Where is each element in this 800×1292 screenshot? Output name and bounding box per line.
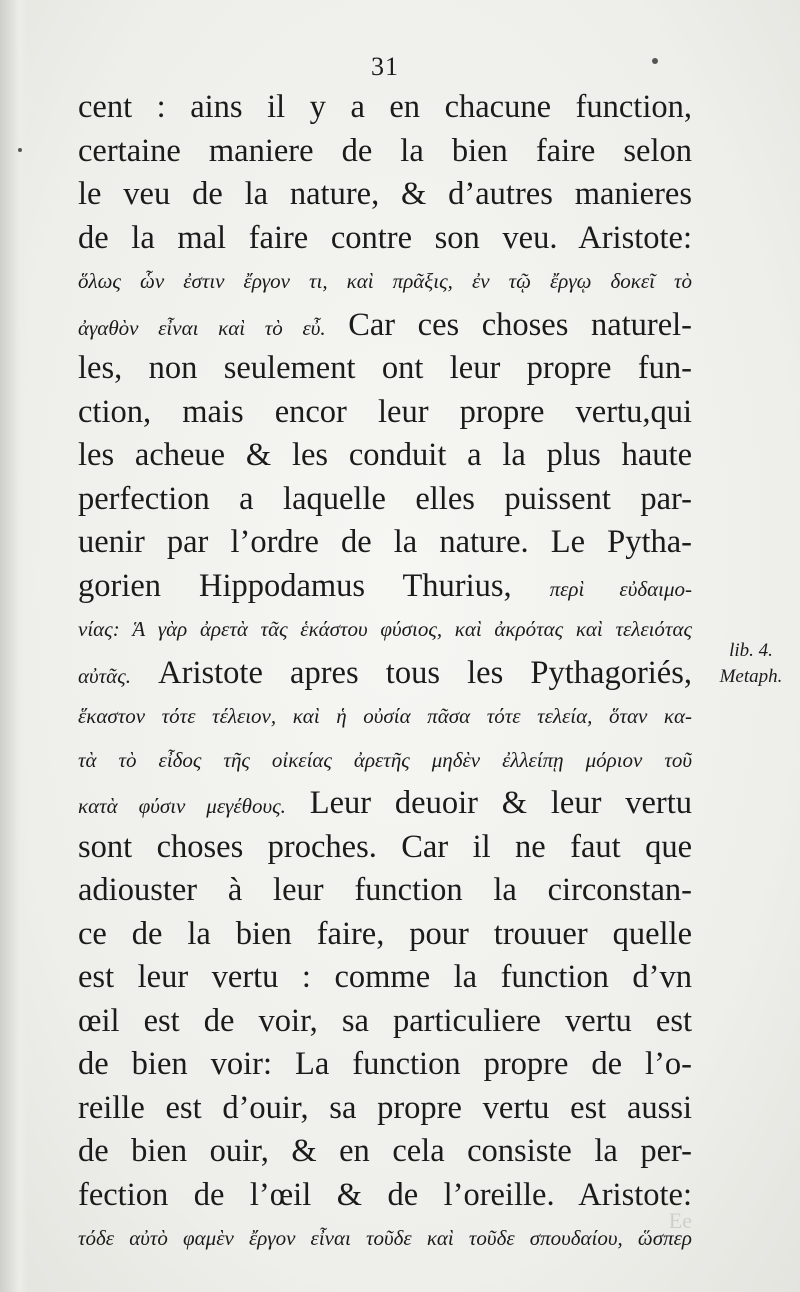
text-line: le veu de la nature, & d’autres manieres: [78, 176, 692, 212]
text-line: [78, 782, 692, 826]
margin-note-work: Metaph.: [719, 666, 783, 687]
greek-fragment: αὐτᾶς.: [78, 663, 131, 688]
text-line: les, non seulement ont leur propre fun-: [78, 350, 692, 386]
greek-fragment: κατὰ φύσιν μεγέθους.: [78, 794, 286, 818]
text-line: [78, 565, 692, 609]
text-line: ce de la bien faire, pour trouuer quelle: [78, 915, 692, 952]
text-line: les acheue & les conduit a la plus haute: [78, 437, 692, 473]
body-text: [78, 86, 692, 1261]
greek-quote-line: τόδε αὐτὸ φαμὲν ἔργον εἶναι τοῦδε καὶ τοῦδε σπουδαίου, ὥσπερ: [78, 1226, 692, 1250]
greek-quote-line: τὰ τὸ εἶδος τῆς οἰκείας ἀρετῆς μηδὲν ἐλλείπῃ μόριον τοῦ: [78, 747, 692, 772]
text-line: [78, 304, 692, 348]
text-line: de la mal faire contre son veu. Aristote:: [78, 219, 692, 256]
catchword: Ee: [668, 1208, 692, 1233]
page-number: 31: [371, 52, 399, 81]
latin-fragment: Car ces choses naturel-: [348, 306, 692, 343]
latin-fragment: gorien Hippodamus Thurius,: [78, 567, 512, 604]
text-line: uenir par l’ordre de la nature. Le Pytha-: [78, 524, 692, 560]
greek-quote-line: ἕκαστον τότε τέλειον, καὶ ἡ οὐσία πᾶσα τότε τελεία, ὅταν κα-: [78, 704, 692, 728]
text-line: certaine maniere de la bien faire selon: [78, 132, 692, 169]
greek-fragment: ἀγαθὸν εἶναι καὶ τὸ εὖ.: [78, 315, 326, 340]
text-line: œil est de voir, sa particuliere vertu est: [78, 1002, 692, 1039]
latin-fragment: Leur deuoir & leur vertu: [309, 785, 692, 821]
greek-quote-line: ὅλως ὧν ἐστιν ἔργον τι, καὶ πρᾶξις, ἐν τῷ ἔργῳ δοκεῖ τὸ: [78, 269, 692, 293]
margin-note-book: lib. 4.: [729, 640, 773, 661]
text-line: de bien voir: La function propre de l’o-: [78, 1046, 692, 1082]
text-line: sont choses proches. Car il ne faut que: [78, 828, 692, 865]
text-line: cent : ains il y a en chacune function,: [78, 89, 692, 125]
gutter-shadow: [0, 0, 28, 1292]
text-line: adiouster à leur function la circonstan-: [78, 872, 692, 908]
greek-quote-line: νίας: Ἁ γὰρ ἀρετὰ τᾶς ἑκάστου φύσιος, καὶ ἀκρότας καὶ τελειότας: [78, 617, 692, 641]
greek-fragment: περὶ εὐδαιμο-: [549, 576, 692, 601]
text-line: est leur vertu : comme la function d’vn: [78, 959, 692, 995]
ink-speck: [18, 148, 22, 152]
text-line: reille est d’ouir, sa propre vertu est aussi: [78, 1089, 692, 1126]
latin-fragment: Aristote apres tous les Pythagoriés,: [158, 654, 692, 691]
text-line: ction, mais encor leur propre vertu,qui: [78, 393, 692, 430]
text-line: perfection a laquelle elles puissent par-: [78, 480, 692, 517]
text-line: de bien ouir, & en cela consiste la per-: [78, 1133, 692, 1169]
text-line: fection de l’œil & de l’oreille. Aristote:: [78, 1176, 692, 1213]
text-line: [78, 652, 692, 696]
